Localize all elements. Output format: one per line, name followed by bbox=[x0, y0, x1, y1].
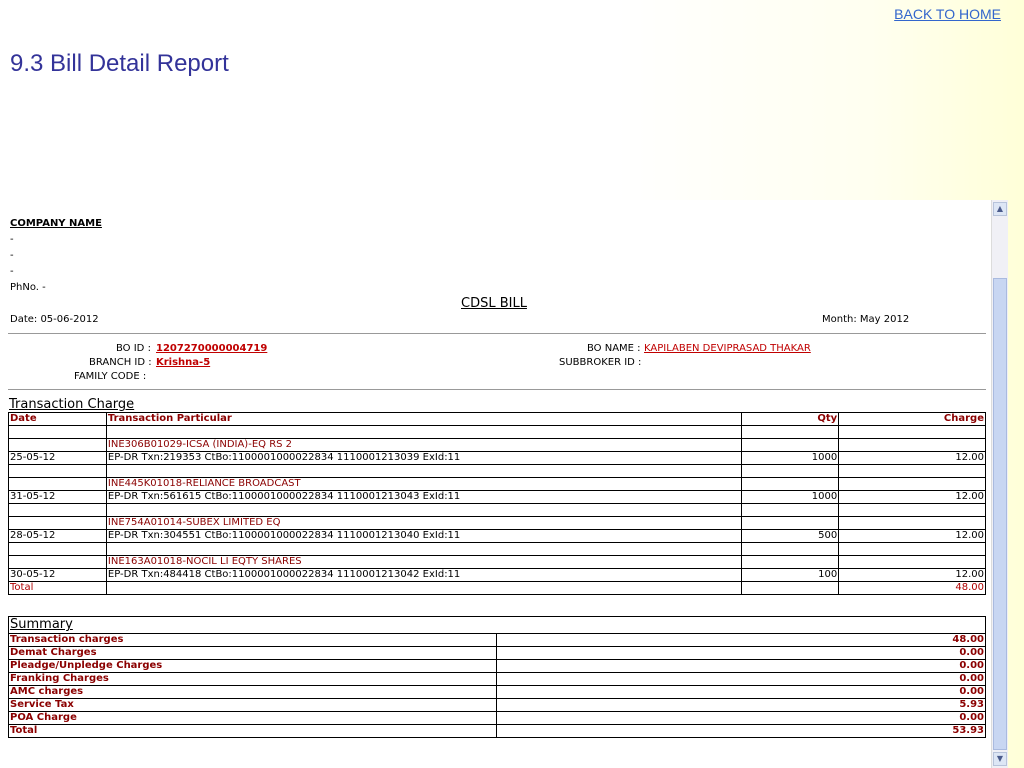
row-particular: EP-DR Txn:304551 CtBo:1100001000022834 1110001213040 ExId:11 bbox=[106, 530, 741, 543]
col-qty-header: Qty bbox=[742, 413, 839, 426]
summary-total-value: 53.93 bbox=[496, 725, 985, 738]
transaction-charge-heading: Transaction Charge bbox=[9, 397, 135, 412]
row-qty: 100 bbox=[742, 569, 839, 582]
bill-title: CDSL BILL bbox=[461, 296, 527, 311]
summary-row bbox=[9, 647, 986, 660]
row-qty: 1000 bbox=[742, 452, 839, 465]
summary-label: AMC charges bbox=[9, 686, 497, 699]
total-label: Total bbox=[9, 582, 107, 595]
summary-total-row bbox=[9, 725, 986, 738]
summary-row bbox=[9, 660, 986, 673]
bill-frame bbox=[0, 200, 992, 768]
address-line: - bbox=[10, 234, 14, 245]
bo-name-value[interactable]: KAPILABEN DEVIPRASAD THAKAR bbox=[644, 343, 811, 354]
bo-id-value[interactable]: 1207270000004719 bbox=[156, 343, 268, 354]
summary-value: 0.00 bbox=[496, 647, 985, 660]
isin-label: INE163A01018-NOCIL LI EQTY SHARES bbox=[106, 556, 741, 569]
isin-label: INE445K01018-RELIANCE BROADCAST bbox=[106, 478, 741, 491]
family-code-label: FAMILY CODE : bbox=[74, 371, 147, 382]
col-date-header: Date bbox=[9, 413, 107, 426]
row-date: 25-05-12 bbox=[9, 452, 107, 465]
summary-label: Transaction charges bbox=[9, 634, 497, 647]
chevron-down-icon[interactable]: ▼ bbox=[993, 752, 1007, 766]
divider bbox=[8, 333, 986, 334]
page-title: 9.3 Bill Detail Report bbox=[10, 50, 229, 77]
summary-label: POA Charge bbox=[9, 712, 497, 725]
row-qty: 1000 bbox=[742, 491, 839, 504]
summary-row bbox=[9, 686, 986, 699]
subbroker-id-label: SUBBROKER ID : bbox=[559, 357, 642, 368]
row-particular: EP-DR Txn:561615 CtBo:1100001000022834 1110001213043 ExId:11 bbox=[106, 491, 741, 504]
table-row bbox=[9, 452, 986, 465]
col-charge-header: Charge bbox=[839, 413, 986, 426]
col-particular-header: Transaction Particular bbox=[106, 413, 741, 426]
row-charge: 12.00 bbox=[839, 452, 986, 465]
transaction-table bbox=[8, 412, 986, 595]
summary-value: 0.00 bbox=[496, 712, 985, 725]
address-line: - bbox=[10, 250, 14, 261]
row-particular: EP-DR Txn:219353 CtBo:1100001000022834 1110001213039 ExId:11 bbox=[106, 452, 741, 465]
isin-row bbox=[9, 478, 986, 491]
summary-row bbox=[9, 673, 986, 686]
isin-label: INE754A01014-SUBEX LIMITED EQ bbox=[106, 517, 741, 530]
summary-row bbox=[9, 712, 986, 725]
branch-id-value[interactable]: Krishna-5 bbox=[156, 357, 211, 368]
bo-id-label: BO ID : bbox=[116, 343, 151, 354]
row-date: 28-05-12 bbox=[9, 530, 107, 543]
summary-row bbox=[9, 699, 986, 712]
bo-name-label: BO NAME : bbox=[587, 343, 641, 354]
row-charge: 12.00 bbox=[839, 491, 986, 504]
summary-value: 0.00 bbox=[496, 673, 985, 686]
table-row bbox=[9, 530, 986, 543]
total-value: 48.00 bbox=[839, 582, 986, 595]
summary-value: 48.00 bbox=[496, 634, 985, 647]
summary-label: Service Tax bbox=[9, 699, 497, 712]
summary-value: 0.00 bbox=[496, 686, 985, 699]
spacer-row bbox=[9, 543, 986, 556]
row-particular: EP-DR Txn:484418 CtBo:1100001000022834 1110001213042 ExId:11 bbox=[106, 569, 741, 582]
summary-label: Demat Charges bbox=[9, 647, 497, 660]
vertical-scrollbar[interactable] bbox=[991, 200, 1008, 768]
table-header-row bbox=[9, 413, 986, 426]
back-to-home-link[interactable]: BACK TO HOME bbox=[894, 6, 1001, 22]
spacer-row bbox=[9, 465, 986, 478]
summary-total-label: Total bbox=[9, 725, 497, 738]
table-row bbox=[9, 569, 986, 582]
spacer-row bbox=[9, 426, 986, 439]
address-line: - bbox=[10, 266, 14, 277]
bill-date: Date: 05-06-2012 bbox=[10, 314, 99, 325]
summary-value: 0.00 bbox=[496, 660, 985, 673]
summary-table bbox=[8, 616, 986, 738]
total-row bbox=[9, 582, 986, 595]
branch-id-label: BRANCH ID : bbox=[89, 357, 152, 368]
scrollbar-thumb[interactable] bbox=[993, 278, 1007, 750]
summary-heading: Summary bbox=[9, 617, 986, 634]
row-charge: 12.00 bbox=[839, 569, 986, 582]
summary-row bbox=[9, 634, 986, 647]
summary-label: Pleadge/Unpledge Charges bbox=[9, 660, 497, 673]
spacer-row bbox=[9, 504, 986, 517]
isin-label: INE306B01029-ICSA (INDIA)-EQ RS 2 bbox=[106, 439, 741, 452]
isin-row bbox=[9, 439, 986, 452]
chevron-up-icon[interactable]: ▲ bbox=[993, 202, 1007, 216]
isin-row bbox=[9, 556, 986, 569]
row-qty: 500 bbox=[742, 530, 839, 543]
isin-row bbox=[9, 517, 986, 530]
row-date: 31-05-12 bbox=[9, 491, 107, 504]
summary-value: 5.93 bbox=[496, 699, 985, 712]
row-charge: 12.00 bbox=[839, 530, 986, 543]
divider bbox=[8, 389, 986, 390]
summary-label: Franking Charges bbox=[9, 673, 497, 686]
row-date: 30-05-12 bbox=[9, 569, 107, 582]
company-name: COMPANY NAME bbox=[10, 218, 102, 229]
phone-number: PhNo. - bbox=[10, 282, 46, 293]
table-row bbox=[9, 491, 986, 504]
bill-month: Month: May 2012 bbox=[822, 314, 910, 325]
